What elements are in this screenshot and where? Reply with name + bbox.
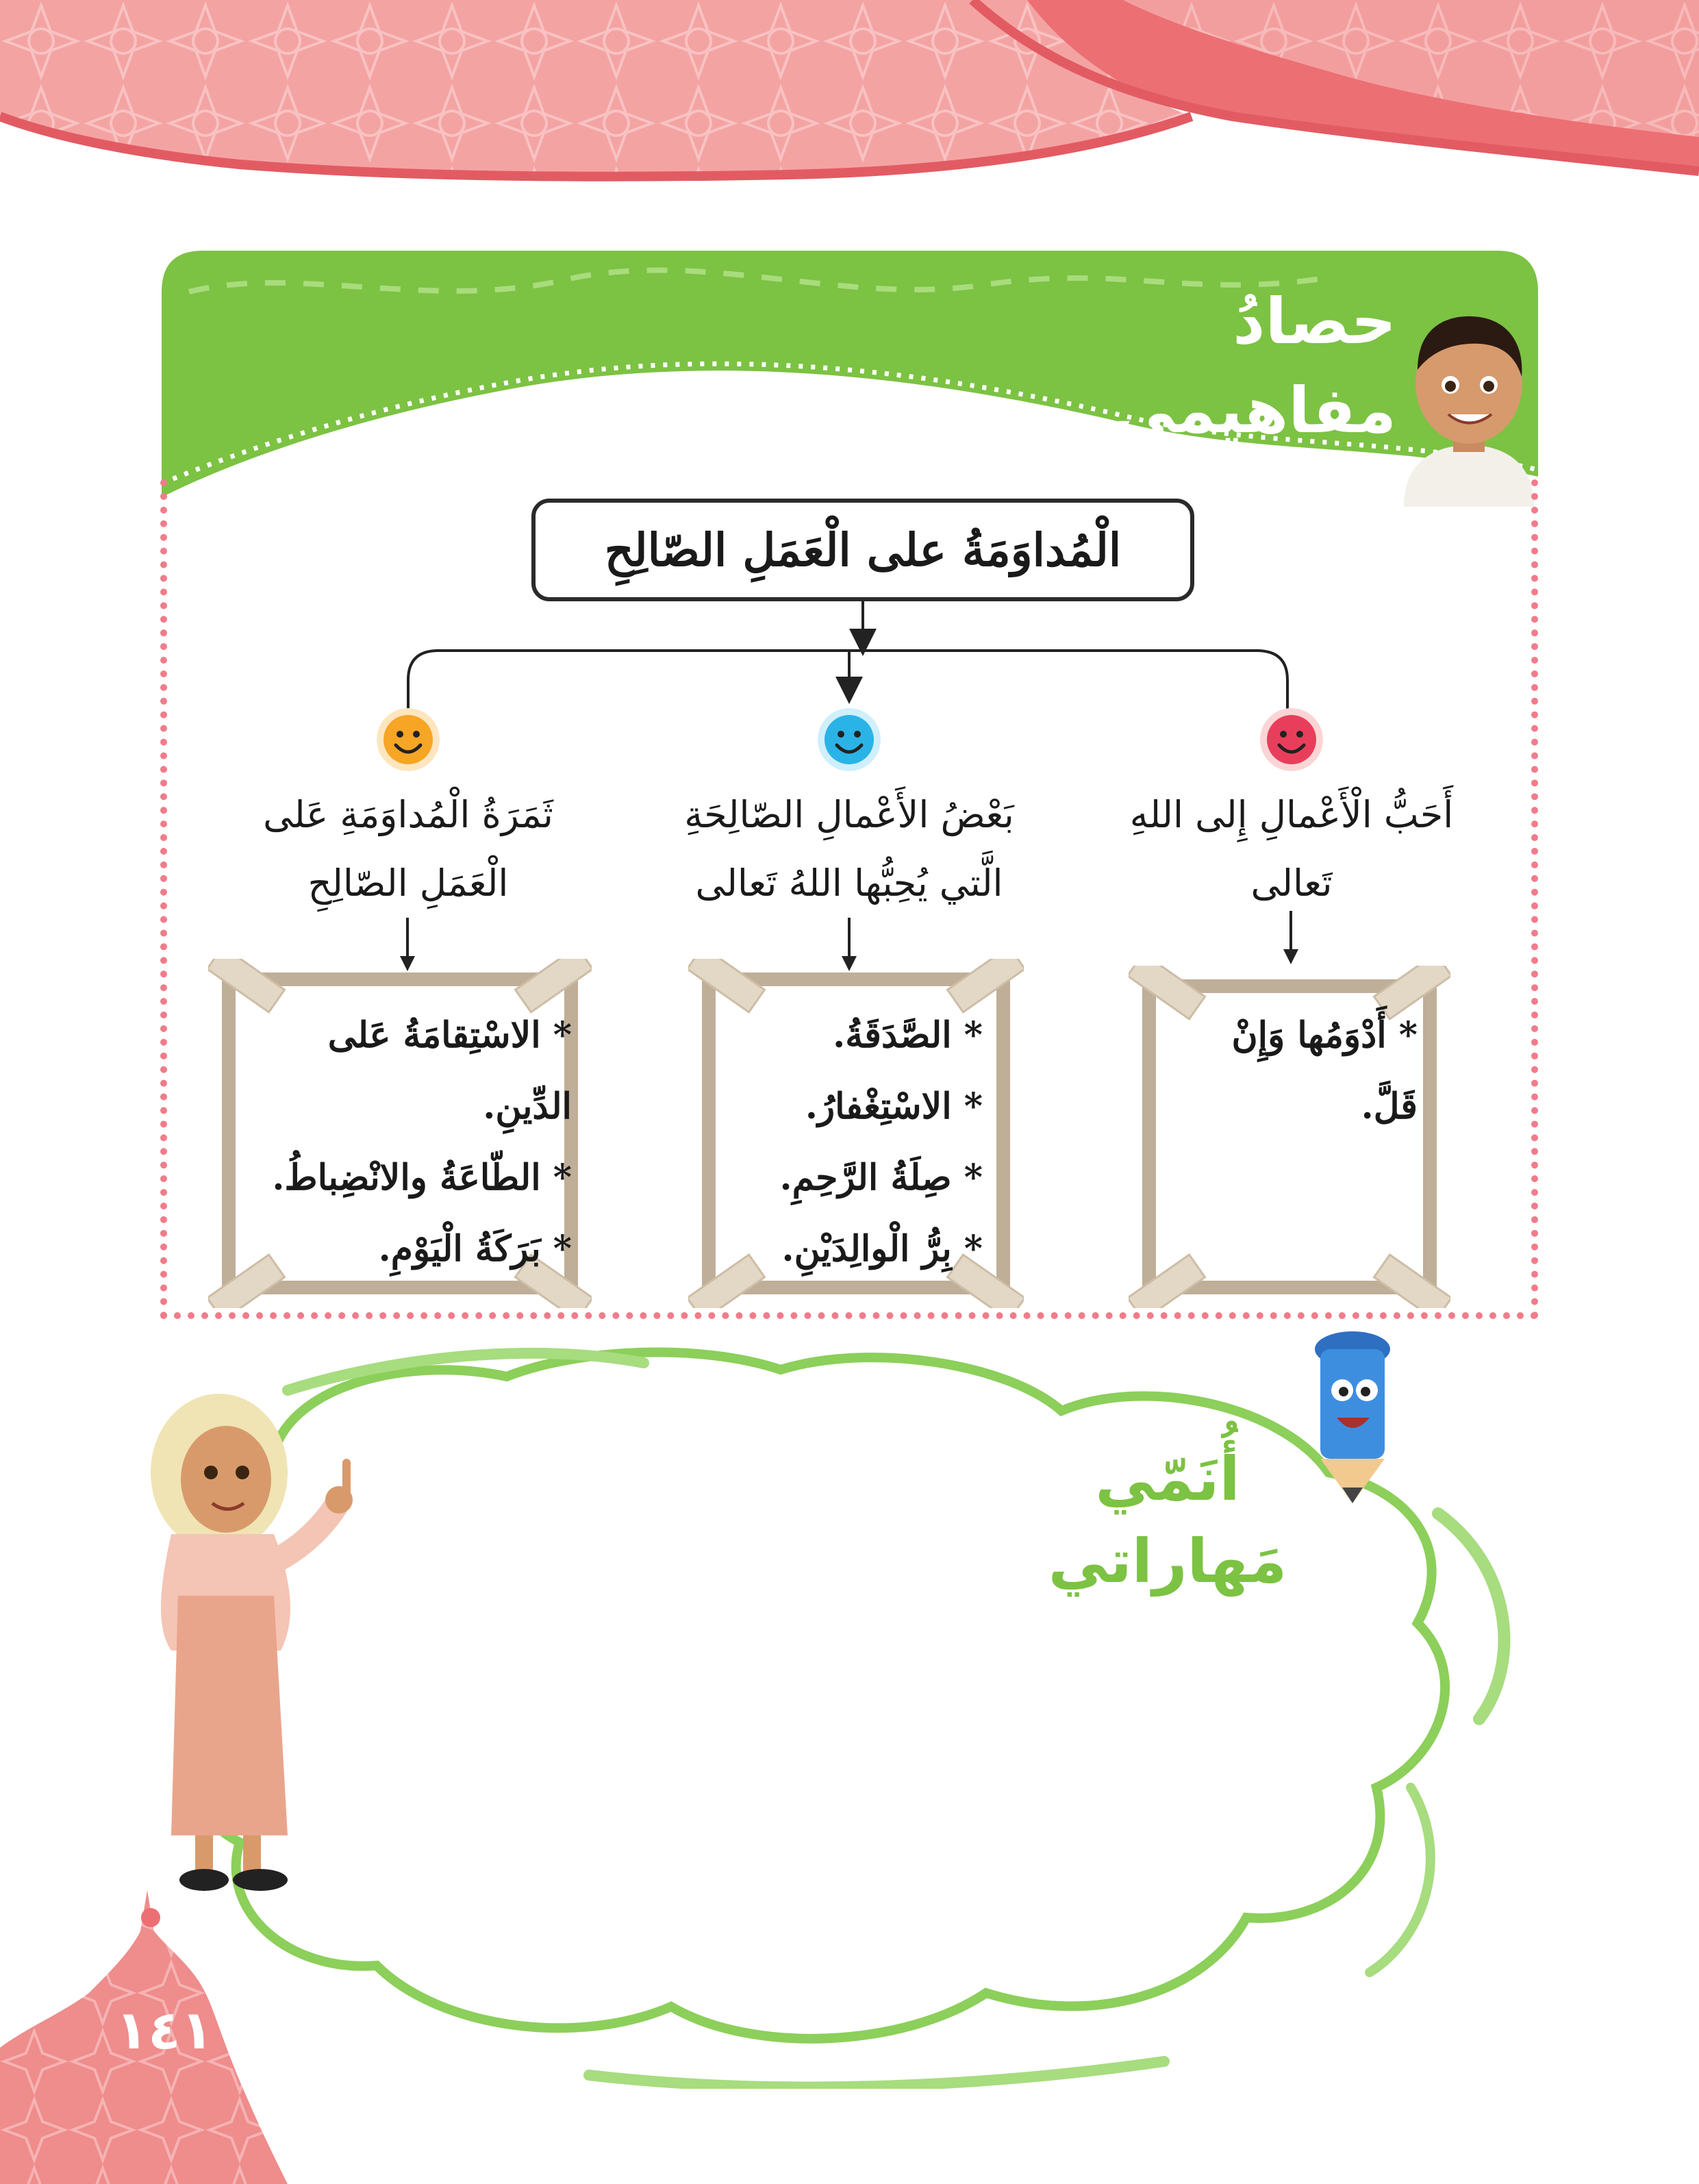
page-number: ١٤١	[115, 2000, 214, 2061]
skills-title	[1020, 1438, 1315, 1603]
branch-label-line: الَّتي يُحِبُّها اللهُ تَعالى	[695, 862, 1003, 905]
harvest-title-line2: مفاهيمي	[1113, 374, 1396, 447]
branch-label-line: أَحَبُّ الْأَعْمالِ إِلى اللهِ تَعالى	[1129, 793, 1454, 905]
concept-root-text: الْمُداوَمَةُ على الْعَمَلِ الصّالِحِ	[604, 523, 1122, 577]
card-item: * بَرَكَةُ الْيَوْمِ.	[378, 1228, 572, 1270]
card-item: * الاسْتِغْفارُ.	[805, 1085, 983, 1127]
branch-label-left	[203, 781, 614, 918]
skills-title-line2: مَهاراتي	[1048, 1526, 1287, 1596]
branch-label-line: ثَمَرَةُ الْمُداوَمَةِ عَلى	[263, 793, 553, 836]
boy-avatar	[1397, 301, 1541, 507]
harvest-title	[1113, 277, 1396, 455]
card-item: * صِلَةُ الرَّحِمِ.	[779, 1157, 983, 1198]
down-arrow-icon	[1281, 911, 1301, 966]
card-item: * بِرُّ الْوالِدَيْنِ.	[781, 1228, 983, 1270]
card-content-right	[1164, 1000, 1418, 1142]
card-item: * أَدْوَمُها وَإِنْ قَلَّ.	[1231, 1014, 1418, 1127]
card-content-left	[243, 1000, 572, 1285]
branch-label-middle	[644, 781, 1055, 918]
card-content-middle	[726, 1000, 983, 1285]
branch-label-right	[1086, 781, 1497, 918]
skills-title-line1: أُنَمّي	[1095, 1444, 1240, 1514]
smiley-face-icon	[1257, 705, 1326, 774]
branch-label-line: بَعْضُ الأَعْمالِ الصّالِحَةِ	[684, 793, 1014, 836]
harvest-title-line1: حصادُ	[1233, 285, 1396, 358]
girl-character	[130, 1390, 377, 1911]
card-item: * الاسْتِقامَةُ عَلى الدِّينِ.	[327, 1014, 572, 1127]
smiley-face-icon	[374, 705, 442, 774]
card-item: * الصَّدَقَةُ.	[833, 1014, 983, 1056]
smiley-face-icon	[815, 705, 883, 774]
branch-label-line: الْعَمَلِ الصّالِحِ	[307, 862, 509, 905]
top-pattern-banner	[0, 0, 1699, 199]
concept-root-box	[531, 499, 1194, 601]
card-item: * الطّاعَةُ والانْضِباطُ.	[272, 1157, 572, 1198]
pencil-mascot	[1287, 1329, 1418, 1507]
